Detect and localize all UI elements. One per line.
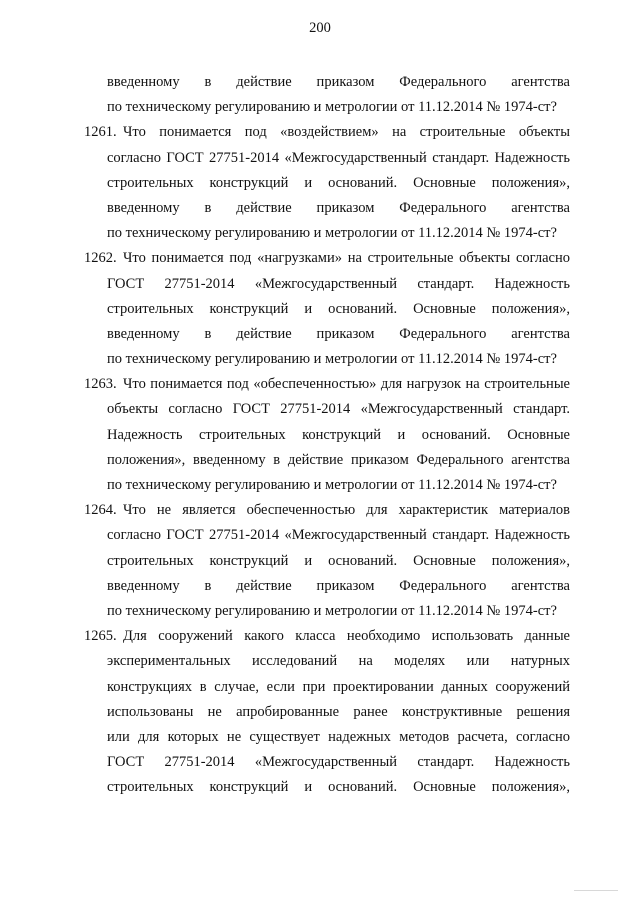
question-1262 — [84, 246, 570, 372]
question-1263 — [84, 372, 570, 498]
scan-artifact — [574, 890, 618, 891]
text-line: Что понимается под «нагрузками» на строительные объекты согласно — [123, 250, 570, 267]
question-number: 1264. — [84, 502, 117, 519]
text-line: введенному в действие приказом Федерального агентства — [107, 325, 570, 342]
text-line: по техническому регулированию и метрологии от 11.12.2014 № 1974-ст? — [107, 477, 557, 493]
text-line: ГОСТ 27751-2014 «Межгосударственный стандарт. Надежность — [107, 754, 570, 771]
text-line: согласно ГОСТ 27751-2014 «Межгосударственный стандарт. Надежность — [107, 149, 570, 166]
text-line: строительных конструкций и оснований. Основные положения», — [107, 300, 570, 317]
text-line: Что понимается под «обеспеченностью» для нагрузок на строительные — [123, 376, 570, 393]
page-number: 200 — [309, 20, 331, 36]
text-line: по техническому регулированию и метрологии от 11.12.2014 № 1974-ст? — [107, 99, 557, 116]
text-line: строительных конструкций и оснований. Основные положения», — [107, 779, 570, 796]
text-line: положения», введенному в действие приказом Федерального агентства — [107, 451, 570, 468]
text-line: по техническому регулированию и метрологии от 11.12.2014 № 1974-ст? — [107, 225, 557, 242]
text-line: или для которых не существует надежных методов расчета, согласно — [107, 728, 570, 745]
text-line: использованы не апробированные ранее конструктивные решения — [107, 703, 570, 720]
text-line: Для сооружений какого класса необходимо использовать данные — [123, 628, 570, 645]
text-line: Что не является обеспеченностью для характеристик материалов — [123, 502, 570, 519]
question-1264 — [84, 498, 570, 624]
text-line: экспериментальных исследований на моделях или натурных — [107, 653, 570, 670]
text-line: Надежность строительных конструкций и оснований. Основные — [107, 426, 570, 443]
question-number: 1265. — [84, 628, 117, 645]
text-line: строительных конструкций и оснований. Основные положения», — [107, 552, 570, 569]
text-line: Что понимается под «воздействием» на строительные объекты — [123, 124, 570, 141]
question-1261 — [84, 120, 570, 246]
text-line: согласно ГОСТ 27751-2014 «Межгосударственный стандарт. Надежность — [107, 527, 570, 544]
continued-paragraph — [84, 70, 570, 120]
page-content — [84, 70, 570, 800]
question-number: 1263. — [84, 376, 117, 393]
text-line: введенному в действие приказом Федерального агентства — [107, 577, 570, 594]
text-line: объекты согласно ГОСТ 27751-2014 «Межгосударственный стандарт. — [107, 401, 570, 418]
text-line: по техническому регулированию и метрологии от 11.12.2014 № 1974-ст? — [107, 602, 557, 619]
text-line: введенному в действие приказом Федерального агентства — [107, 199, 570, 216]
text-line: введенному в действие приказом Федерального агентства — [107, 74, 570, 90]
text-line: строительных конструкций и оснований. Основные положения», — [107, 174, 570, 191]
question-1265 — [84, 624, 570, 800]
text-line: конструкциях в случае, если при проектировании данных сооружений — [107, 678, 570, 695]
question-number: 1262. — [84, 250, 117, 267]
question-number: 1261. — [84, 124, 117, 141]
text-line: по техническому регулированию и метрологии от 11.12.2014 № 1974-ст? — [107, 351, 557, 368]
text-line: ГОСТ 27751-2014 «Межгосударственный стандарт. Надежность — [107, 275, 570, 292]
